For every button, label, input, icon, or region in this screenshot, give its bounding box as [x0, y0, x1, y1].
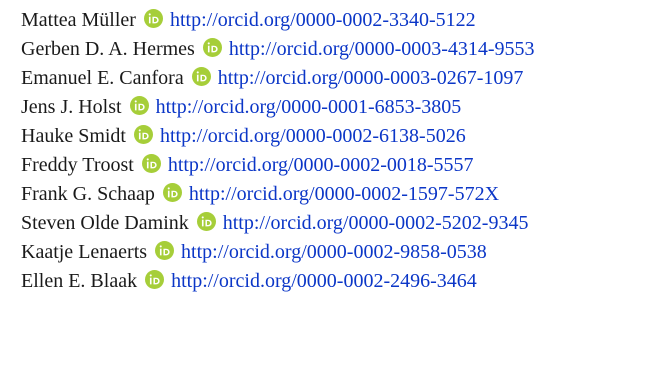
author-entry [21, 93, 625, 122]
orcid-link[interactable]: http://orcid.org/0000-0002-1597-572X [188, 183, 500, 205]
orcid-link[interactable]: http://orcid.org/0000-0002-2496-3464 [171, 270, 477, 292]
author-name: Mattea Müller [21, 9, 136, 31]
author-name: Kaatje Lenaerts [21, 241, 148, 263]
author-name: Frank G. Schaap [21, 183, 155, 205]
orcid-link[interactable]: http://orcid.org/0000-0001-6853-3805 [155, 96, 462, 118]
author-name: Freddy Troost [21, 154, 134, 176]
author-name: Emanuel E. Canfora [21, 67, 184, 89]
orcid-icon[interactable] [130, 96, 149, 115]
author-entry [21, 35, 625, 64]
author-entry [21, 209, 625, 238]
orcid-link[interactable]: http://orcid.org/0000-0002-9858-0538 [181, 241, 487, 263]
orcid-icon[interactable] [145, 270, 164, 289]
orcid-icon[interactable] [142, 154, 161, 173]
orcid-icon[interactable] [203, 38, 222, 57]
author-entry [21, 122, 625, 151]
orcid-icon[interactable] [144, 9, 163, 28]
orcid-icon[interactable] [134, 125, 153, 144]
author-entry [21, 151, 625, 180]
author-entry [21, 267, 625, 296]
orcid-icon[interactable] [192, 67, 211, 86]
author-name: Gerben D. A. Hermes [21, 38, 195, 60]
orcid-link[interactable]: http://orcid.org/0000-0002-5202-9345 [222, 212, 529, 234]
orcid-icon[interactable] [197, 212, 216, 231]
orcid-icon[interactable] [163, 183, 182, 202]
orcid-link[interactable]: http://orcid.org/0000-0003-0267-1097 [217, 67, 524, 89]
orcid-link[interactable]: http://orcid.org/0000-0002-6138-5026 [160, 125, 466, 147]
author-name: Hauke Smidt [21, 125, 126, 147]
orcid-icon[interactable] [155, 241, 174, 260]
author-name: Steven Olde Damink [21, 212, 189, 234]
author-name: Jens J. Holst [21, 96, 122, 118]
author-entry [21, 238, 625, 267]
orcid-author-list [21, 6, 625, 296]
author-entry [21, 64, 625, 93]
orcid-link[interactable]: http://orcid.org/0000-0002-3340-5122 [169, 9, 476, 31]
author-entry [21, 6, 625, 35]
author-name: Ellen E. Blaak [21, 270, 138, 292]
author-entry [21, 180, 625, 209]
orcid-link[interactable]: http://orcid.org/0000-0002-0018-5557 [167, 154, 474, 176]
orcid-link[interactable]: http://orcid.org/0000-0003-4314-9553 [228, 38, 535, 60]
